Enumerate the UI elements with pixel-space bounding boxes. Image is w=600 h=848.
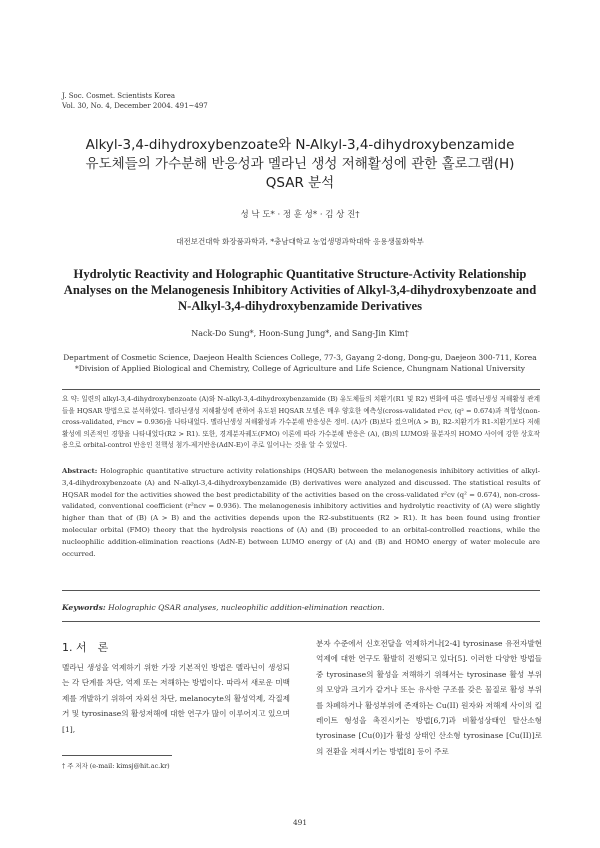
english-authors: Nack-Do Sung*, Hoon-Sung Jung*, and Sang-Jin Kim† — [191, 329, 409, 338]
english-affiliation — [40, 352, 560, 374]
korean-abstract — [62, 394, 540, 452]
keywords-label: Keywords: — [62, 603, 106, 612]
keywords-text: Holographic QSAR analyses, nucleophilic addition-elimination reaction. — [108, 603, 385, 612]
journal-name: J. Soc. Cosmet. Scientists Korea — [62, 92, 176, 100]
english-title-line2: Analyses on the Melanogenesis Inhibitory Activities of Alkyl-3,4-dihydroxybenzoate and — [63, 283, 537, 297]
korean-authors: 성 낙 도* · 정 훈 성* · 김 상 진† — [240, 210, 360, 220]
keywords — [62, 603, 384, 612]
korean-title — [40, 136, 560, 193]
korean-title-line2: 유도체들의 가수분해 반응성과 멜라닌 생성 저해활성에 관한 홀로그램(H) — [85, 156, 515, 172]
footnote: † 주 저자 (e-mail: kimsj@hit.ac.kr) — [62, 762, 170, 770]
footnote-rule — [62, 755, 172, 756]
english-title — [40, 266, 560, 314]
journal-issue: Vol. 30, No. 4, December 2004. 491~497 — [62, 102, 208, 110]
section-heading: 1. 서 론 — [62, 641, 109, 654]
journal-header — [62, 91, 208, 111]
abstract-bottom-rule — [62, 590, 540, 591]
korean-title-line3: QSAR 분석 — [265, 175, 335, 191]
keywords-rule — [62, 621, 540, 622]
english-title-line3: N-Alkyl-3,4-dihydroxybenzamide Derivatives — [178, 299, 422, 313]
page-number: 491 — [292, 818, 308, 827]
english-abstract-text: Holographic quantitative structure activity relationships (HQSAR) between the melanogenesis inhibitory activities of alkyl-3,4-dihydroxybenzoate (A) and N-alkyl-3,4-dihydroxybenzamide (B) derivatives were analyzed and discussed. The statistical results of HQSAR model for the activities showed the best predictability of the activities based on the cross-validated r²cv (q² = 0.674), non-cross-validated, conventional coefficient (r²ncv = 0.936). The melanogenesis inhibitory activities and hydrolytic reactivity of (A) were slightly higher than that of (B) (A > B) and the activities depends upon the R2-substituents (R2 > R1). It has been found using frontier molecular orbital (FMO) theory that the hydrolysis reactions of (A) and (B) proceeded to an orbital-controlled reactions, while the nucleophilic addition-elimination reactions (AdN-E) between LUMO energy of (A) and (B) and HOMO energy of water molecule are occurred. — [62, 467, 540, 558]
abstract-top-rule — [62, 389, 540, 390]
korean-affiliation: 대전보건대학 화장품과학과, *충남대학교 농업생명과학대학 응용생물화학부 — [176, 237, 424, 246]
korean-abstract-text: 일련의 alkyl-3,4-dihydroxybenzoate (A)와 N-alkyl-3,4-dihydroxybenzamide (B) 유도체들의 치환기(R1 및 R2) 변화에 따른 멜라닌생성 저해활성 관계들을 HQSAR 방법으로 분석하였다. 멜라닌생성 저해활성에 관하여 유도된 HQSAR 모델은 매우 양호한 예측성(cross-validated r²cv, (q² = 0.674)과 적합성(non-cross-validated, r²ncv = 0.936)을 나타내었다. 멜라닌생성 저해활성과 가수분해 반응성은 정비. (A)가 (B)보다 컸으며(A > B), R2-치환기가 R1-치환기보다 저해활성에 의존적인 경향을 나타내었다(R2 > R1). 또한, 경계분자궤도(FMO) 이론에 따라 가수분해 반응은 (A), (B)의 LUMO와 물분자의 HOMO 사이에 강한 상호작용으로 orbital-control 반응인 친핵성 첨가-제거반응(AdN-E)이 주로 일어나는 것을 알 수 있었다. — [62, 395, 540, 449]
english-affiliation-line2: *Division of Applied Biological and Chemistry, College of Agriculture and Life Science, Chungnam National University — [74, 364, 526, 373]
korean-title-line1: Alkyl-3,4-dihydroxybenzoate와 N-Alkyl-3,4-dihydroxybenzamide — [85, 137, 515, 153]
english-title-line1: Hydrolytic Reactivity and Holographic Quantitative Structure-Activity Relationship — [73, 267, 527, 281]
body-column-left: 멜라닌 생성을 억제하기 위한 가장 기본적인 방법은 멜라닌이 생성되는 각 단계를 차단, 억제 또는 저해하는 방법이다. 따라서 새로운 미백제를 개발하기 위하여 자외선 차단, melanocyte의 활성억제, 각질제거 및 tyrosinase의 활성저해에 대한 연구가 많이 이루어지고 있으며[1], — [62, 663, 290, 734]
english-affiliation-line1: Department of Cosmetic Science, Daejeon Health Sciences College, 77-3, Gayang 2-dong, Dong-gu, Daejeon 300-711, Korea — [63, 353, 537, 362]
english-abstract — [62, 466, 540, 560]
english-abstract-label: Abstract: — [62, 467, 98, 475]
korean-abstract-label: 요 약: — [62, 395, 80, 403]
body-column-right: 분자 수준에서 신호전달을 억제하거나[2-4] tyrosinase 유전자발현 억제에 대한 연구도 활발히 진행되고 있다[5]. 이러한 다양한 방법들 중 tyrosinase의 활성을 저해하기 위해서는 tyrosinase 활성 부위의 모양과 크기가 같거나 또는 유사한 구조를 갖은 물질로 활성 부위를 차폐하거나 활성부위에 존재하는 Cu(II) 원자와 저해제 사이의 킬레이트 형성을 촉진시키는 방법[6,7]과 비활성상태인 탈산소형 tyrosinase [Cu(0)]가 활성 상태인 산소형 tyrosinase [Cu(II)]로의 전환을 저해시키는 방법[8] 등이 주로 — [316, 639, 542, 756]
